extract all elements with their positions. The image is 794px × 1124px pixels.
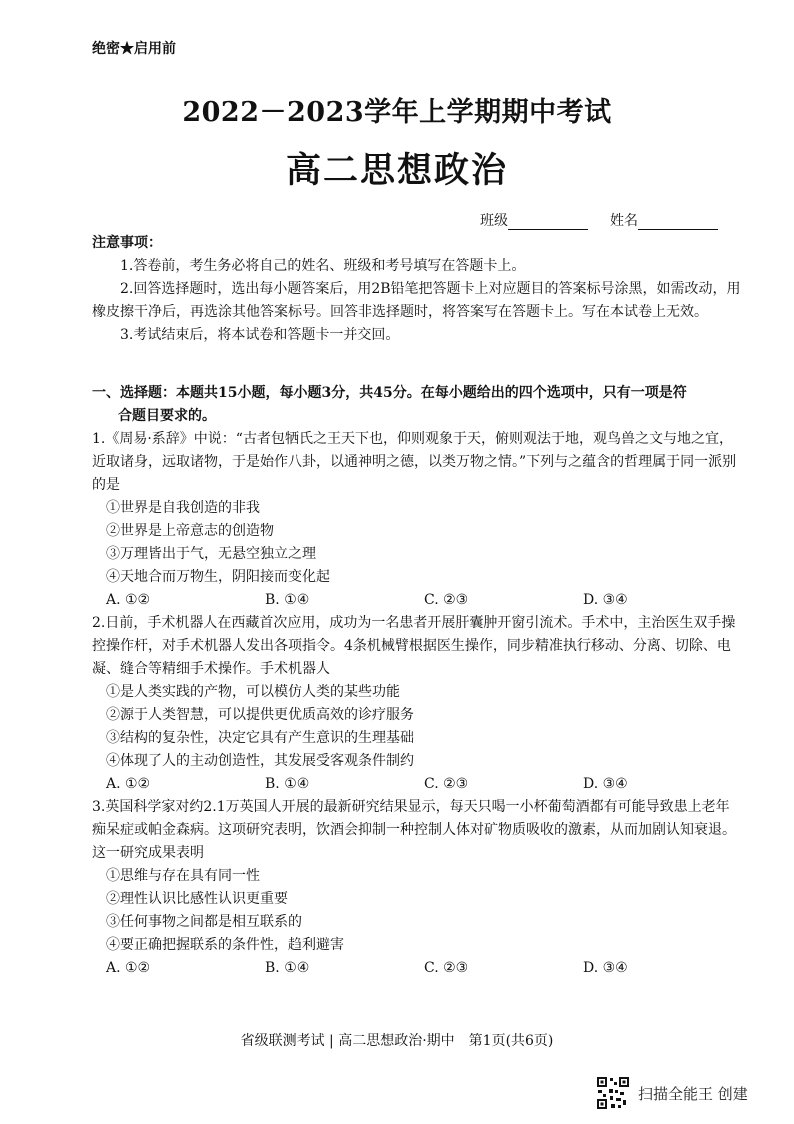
- name-fields: [480, 210, 740, 230]
- question-2: [92, 612, 742, 796]
- note-item: 2.回答选择题时，选出每小题答案后，用2B铅笔把答题卡上对应题目的答案标号涂黑，如需改动，用橡皮擦干净后，再选涂其他答案标号。回答非选择题时，将答案写在答题卡上。写在本试卷上无效。: [92, 281, 741, 320]
- option: ②理性认识比感性认识更重要: [106, 891, 288, 907]
- option: ④要正确把握联系的条件性，趋利避害: [106, 937, 344, 953]
- question-stem: 3.英国科学家对约2.1万英国人开展的最新研究结果显示，每天只喝一小杯葡萄酒都有可能导致患上老年痴呆症或帕金森病。这项研究表明，饮酒会抑制一种控制人体对矿物质吸收的激素，从而加剧认知衰退。这一研究成果表明: [92, 799, 736, 861]
- exam-notes: [92, 232, 742, 347]
- class-blank[interactable]: [508, 215, 588, 230]
- choice-d: D. ③④: [583, 776, 628, 792]
- scanner-watermark: 扫描全能王 创建: [638, 1085, 748, 1103]
- choice-d: D. ③④: [583, 960, 628, 976]
- option: ①思维与存在具有同一性: [106, 868, 260, 884]
- confidential-label: 绝密★启用前: [92, 41, 176, 57]
- name-label: 姓名: [610, 213, 638, 229]
- option: ①是人类实践的产物，可以模仿人类的某些功能: [106, 684, 400, 700]
- choice-a: A. ①②: [106, 592, 151, 608]
- choice-c: C. ②③: [424, 776, 469, 792]
- section-line: 一、选择题：本题共15小题，每小题3分，共45分。在每小题给出的四个选项中，只有一项是符: [92, 385, 687, 401]
- choice-b: B. ①④: [265, 592, 310, 608]
- section-line: 合题目要求的。: [118, 408, 216, 424]
- name-blank[interactable]: [638, 215, 718, 230]
- notes-heading: 注意事项：: [92, 235, 162, 251]
- note-item: 3.考试结束后，将本试卷和答题卡一并交回。: [120, 327, 400, 343]
- choice-a: A. ①②: [106, 960, 151, 976]
- section-heading: [92, 382, 742, 428]
- choice-c: C. ②③: [424, 592, 469, 608]
- question-1: [92, 428, 742, 612]
- question-3: [92, 796, 742, 980]
- qr-code-icon: [596, 1076, 630, 1110]
- subject-title: 高二思想政治: [285, 150, 508, 191]
- option: ②源于人类智慧，可以提供更优质高效的诊疗服务: [106, 707, 414, 723]
- choice-a: A. ①②: [106, 776, 151, 792]
- answer-choices: [92, 589, 742, 612]
- exam-title: 2022－2023学年上学期期中考试: [182, 97, 612, 128]
- option: ①世界是自我创造的非我: [106, 500, 260, 516]
- option: ④体现了人的主动创造性，其发展受客观条件制约: [106, 753, 414, 769]
- option: ②世界是上帝意志的创造物: [106, 523, 274, 539]
- choice-b: B. ①④: [265, 776, 310, 792]
- option: ③万理皆出于气，无悬空独立之理: [106, 546, 316, 562]
- page-footer: 省级联测考试 | 高二思想政治·期中 第1页(共6页): [240, 1033, 554, 1049]
- choice-c: C. ②③: [424, 960, 469, 976]
- choice-d: D. ③④: [583, 592, 628, 608]
- answer-choices: [92, 957, 742, 980]
- option: ④天地合而万物生，阴阳接而变化起: [106, 569, 330, 585]
- answer-choices: [92, 773, 742, 796]
- option: ③任何事物之间都是相互联系的: [106, 914, 302, 930]
- question-stem: 2.日前，手术机器人在西藏首次应用，成功为一名患者开展肝囊肿开窗引流术。手术中，主治医生双手操控操作杆，对手术机器人发出各项指令。4条机械臂根据医生操作，同步精准执行移动、分离、切除、电凝、缝合等精细手术操作。手术机器人: [92, 615, 736, 677]
- note-item: 1.答卷前，考生务必将自己的姓名、班级和考号填写在答题卡上。: [120, 258, 526, 274]
- choice-b: B. ①④: [265, 960, 310, 976]
- class-label: 班级: [480, 213, 508, 229]
- option: ③结构的复杂性，决定它具有产生意识的生理基础: [106, 730, 414, 746]
- question-stem: 1.《周易·系辞》中说：“古者包牺氏之王天下也，仰则观象于天，俯则观法于地，观鸟兽之文与地之宜，近取诸身，远取诸物，于是始作八卦，以通神明之德，以类万物之情。”下列与之蕴含的哲理属于同一派别的是: [92, 431, 737, 493]
